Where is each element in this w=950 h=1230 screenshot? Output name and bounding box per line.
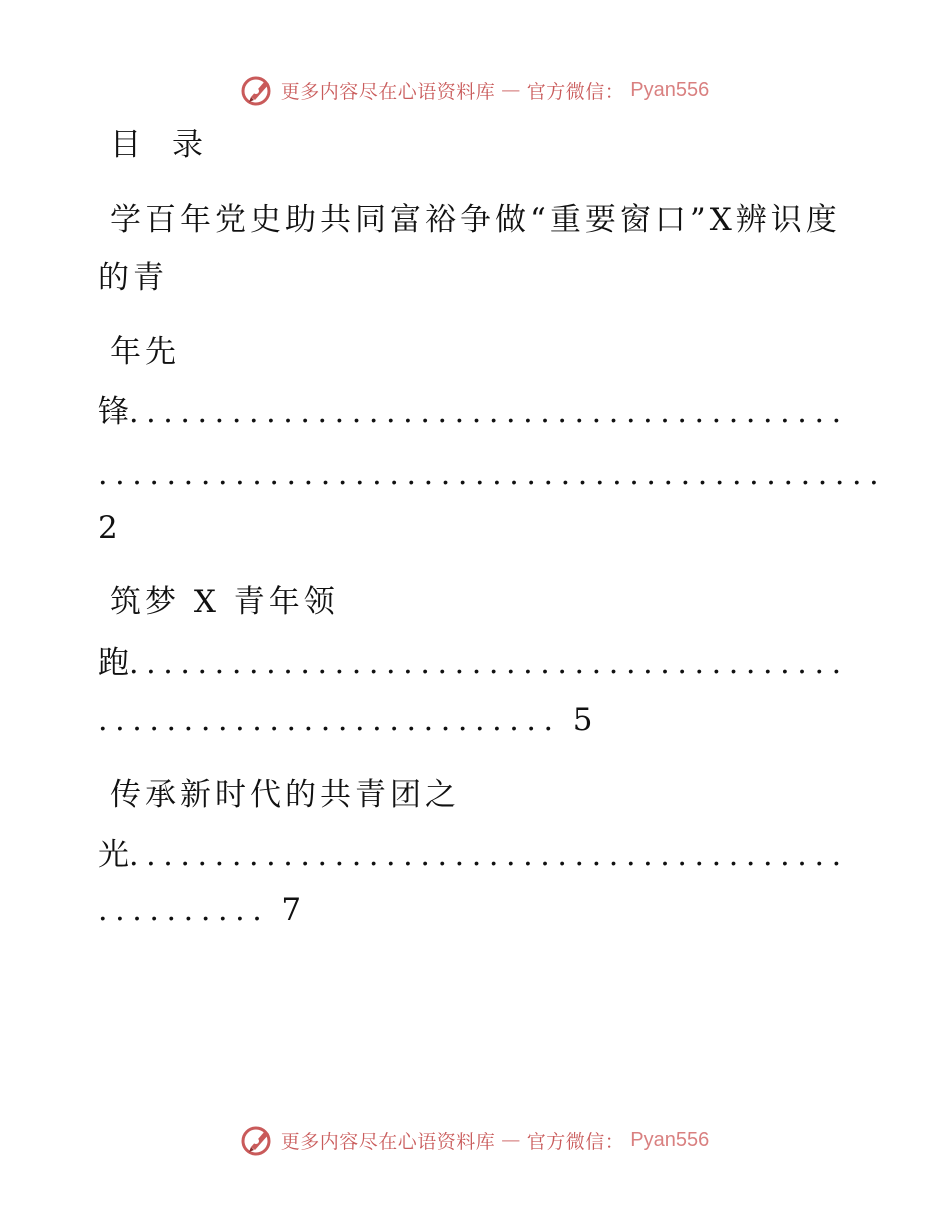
toc-entry-1-title-line-1[interactable]: 学百年党史助共同富裕争做“重要窗口”X辨识度 bbox=[110, 202, 841, 238]
banner-text: 更多内容尽在心语资料库 bbox=[280, 1130, 496, 1153]
toc-entry-3-page[interactable]: 7 bbox=[281, 892, 302, 928]
banner-wechat-id: Pyan556 bbox=[630, 1128, 710, 1151]
toc-entry-2-leader[interactable]: 跑.......................................... bbox=[98, 645, 849, 681]
toc-entry-1-leader[interactable]: 锋.......................................... bbox=[98, 394, 849, 430]
toc-entry-2-leader-start: 跑 bbox=[98, 645, 129, 681]
toc-entry-3-leader-start: 光 bbox=[98, 837, 129, 873]
banner-official-label: 官方微信： bbox=[526, 1130, 625, 1153]
toc-entry-3-dot-line: .......... 7 bbox=[98, 892, 302, 928]
banner-dash: — bbox=[501, 1129, 521, 1151]
toc-entry-2-dot-line: ........................... 5 bbox=[98, 702, 593, 738]
banner-text: 更多内容尽在心语资料库 bbox=[280, 80, 496, 103]
header-watermark bbox=[0, 70, 950, 110]
toc-heading: 目 录 bbox=[110, 127, 203, 163]
footer-watermark bbox=[0, 1120, 950, 1160]
toc-entry-2-title-line-1[interactable]: 筑梦 X 青年领 bbox=[110, 584, 339, 620]
banner-dash: — bbox=[501, 79, 521, 101]
toc-entry-1-page[interactable]: 2 bbox=[98, 510, 118, 546]
pen-circle-logo-icon bbox=[241, 1123, 275, 1157]
banner-wechat-id: Pyan556 bbox=[630, 78, 710, 101]
toc-entry-3-leader[interactable]: 光.......................................... bbox=[98, 837, 849, 873]
toc-entry-1-dot-leader: .............................................. bbox=[98, 457, 887, 492]
banner-official-label: 官方微信： bbox=[526, 80, 625, 103]
toc-entry-2-page[interactable]: 5 bbox=[572, 702, 593, 738]
toc-entry-1-title-line-3[interactable]: 年先 bbox=[110, 334, 180, 370]
pen-circle-logo-icon bbox=[241, 73, 275, 107]
toc-entry-1-title-line-2[interactable]: 的青 bbox=[98, 260, 168, 296]
toc-entry-3-title-line-1[interactable]: 传承新时代的共青团之 bbox=[110, 777, 460, 813]
toc-entry-1-leader-start: 锋 bbox=[98, 394, 129, 430]
